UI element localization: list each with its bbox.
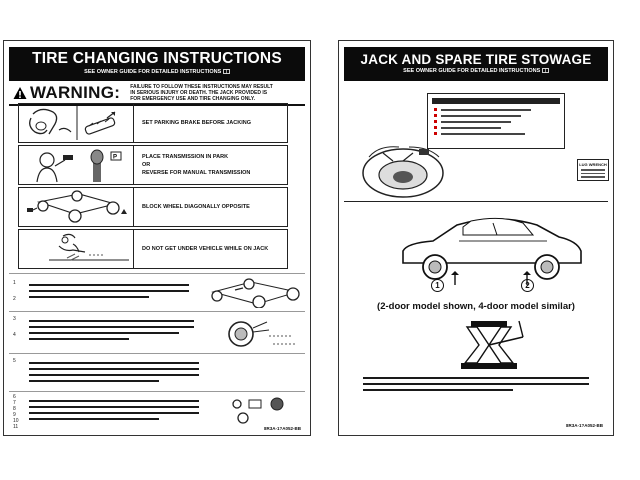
jack-stowage-title: JACK AND SPARE TIRE STOWAGE [360,52,592,67]
jack-stowage-subtitle: SEE OWNER GUIDE FOR DETAILED INSTRUCTIONS [344,68,608,74]
car-side-illustration [397,209,587,293]
lug-wrench-box: LUG WRENCH [577,159,609,181]
book-icon [542,68,549,73]
instruction-section-2: 3 4 [9,311,305,352]
jack-stowage-label [338,40,614,436]
tire-changing-label [3,40,311,436]
jack-point-callout-2: 2 [521,279,534,292]
step-text: BLOCK WHEEL DIAGONALLY OPPOSITE [142,204,250,210]
divider [344,201,608,202]
step-text: PLACE TRANSMISSION IN PARK OR REVERSE FOR MANUAL TRANSMISSION [142,154,251,176]
transmission-illustration [19,146,134,184]
warning-triangle-icon [13,86,27,100]
step-do-not-get-under [18,229,288,269]
instruction-section-1: 1 2 [9,273,305,310]
part-code: 8R3A-1?A052-BB [263,426,301,431]
step-block-wheel [18,187,288,227]
parking-brake-illustration [19,104,134,142]
step-parking-brake [18,103,288,143]
part-code: 8R3A-1?A052-BB [565,423,603,428]
tire-changing-subtitle: SEE OWNER GUIDE FOR DETAILED INSTRUCTIONS [9,69,305,75]
warning-text: FAILURE TO FOLLOW THESE INSTRUCTIONS MAY RESULT IN SERIOUS INJURY OR DEATH. THE JACK PROVIDED IS FOR EMERGENCY USE AND TIRE CHANGING ONLY. [130,84,273,102]
jack-stowage-header [344,47,608,81]
jack-point-callout-1: 1 [431,279,444,292]
stowage-text-bars [363,377,589,395]
jack-under-car-illustration [219,314,305,350]
lug-nut-loosen-illustration [207,276,303,308]
instruction-section-4: 6 7 8 9 10 11 8R3A-1?A052-BB [9,391,305,436]
svg-text:P: P [113,154,118,161]
tire-changing-header [9,47,305,81]
tire-changing-title: TIRE CHANGING INSTRUCTIONS [32,50,282,67]
scissor-jack-illustration [457,317,527,371]
book-icon [223,69,230,74]
step-text: DO NOT GET UNDER VEHICLE WHILE ON JACK [142,246,269,252]
warning-word: WARNING: [30,83,121,102]
step-text: SET PARKING BRAKE BEFORE JACKING [142,120,251,126]
under-vehicle-illustration [19,230,134,268]
step-transmission [18,145,288,185]
instruction-section-3: 5 [9,353,305,390]
model-caption: (2-door model shown, 4-door model similar) [377,301,575,312]
lug-nut-parts-illustration [225,394,305,426]
spare-tire-well-illustration [359,137,449,203]
block-wheel-illustration [19,188,134,226]
